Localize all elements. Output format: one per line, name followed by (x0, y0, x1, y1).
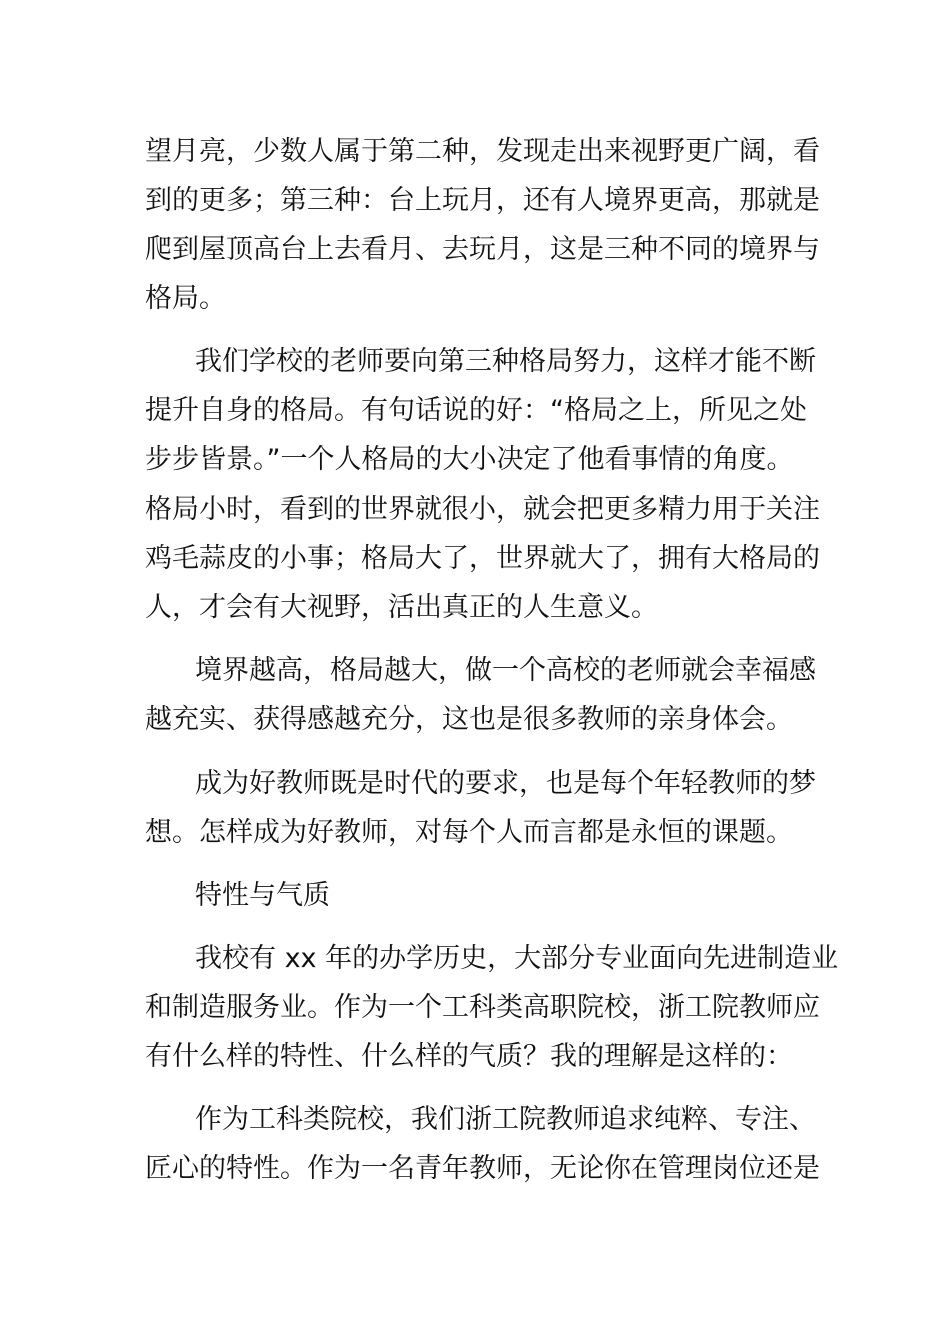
text-line: 我们学校的老师要向第三种格局努力，这样才能不断 (195, 346, 816, 377)
text-line: 鸡毛蒜皮的小事；格局大了，世界就大了，拥有大格局的 (145, 543, 820, 574)
text-line: 格局小时，看到的世界就很小，就会把更多精力用于关注 (145, 494, 820, 525)
text-line: 作为工科类院校，我们浙工院教师追求纯粹、专注、 (195, 1104, 816, 1135)
text-line: 我校有 xx 年的办学历史，大部分专业面向先进制造业 (195, 943, 839, 974)
text-line: 成为好教师既是时代的要求，也是每个年轻教师的梦 (195, 768, 816, 799)
text-line: 人，才会有大视野，活出真正的人生意义。 (145, 592, 658, 623)
text-line: 匠心的特性。作为一名青年教师，无论你在管理岗位还是 (145, 1153, 820, 1184)
text-line: 到的更多；第三种：台上玩月，还有人境界更高，那就是 (145, 185, 820, 216)
text-line: 想。怎样成为好教师，对每个人而言都是永恒的课题。 (145, 817, 793, 848)
text-line: 望月亮，少数人属于第二种，发现走出来视野更广阔，看 (145, 136, 820, 167)
text-line: 提升自身的格局。有句话说的好：“格局之上，所见之处 (145, 395, 807, 426)
text-line: 格局。 (145, 283, 226, 314)
text-line: 特性与气质 (195, 880, 330, 911)
text-line: 有什么样的特性、什么样的气质？我的理解是这样的： (145, 1041, 793, 1072)
text-line: 越充实、获得感越充分，这也是很多教师的亲身体会。 (145, 704, 793, 735)
text-line: 爬到屋顶高台上去看月、去玩月，这是三种不同的境界与 (145, 234, 820, 265)
text-line: 境界越高，格局越大，做一个高校的老师就会幸福感 (195, 655, 816, 686)
text-line: 步步皆景。”一个人格局的大小决定了他看事情的角度。 (145, 444, 794, 475)
text-line: 和制造服务业。作为一个工科类高职院校，浙工院教师应 (145, 992, 820, 1023)
